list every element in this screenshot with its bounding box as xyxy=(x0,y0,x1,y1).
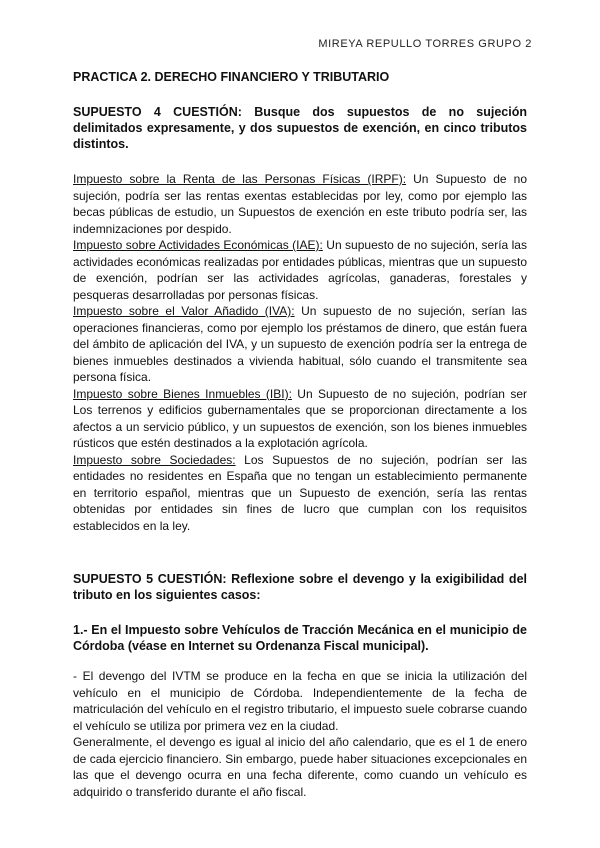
tax-item-ibi xyxy=(73,386,527,452)
tax-text: Un Supuesto de no sujeción, podría ser las rentas exentas establecidas por ley, como por ejemplo las becas públicas de estudio, un Supuestos de exención en este tributo podría ser, las indemnizaciones por despido. xyxy=(73,172,527,236)
tax-label: Impuesto sobre Actividades Económicas (IAE): xyxy=(73,238,323,252)
ivtm-paragraph-2: Generalmente, el devengo es igual al inicio del año calendario, que es el 1 de enero de cada ejercicio financiero. Sin embargo, puede haber situaciones excepcionales en las que el devengo ocurra en una fecha diferente, como cuando un vehículo es adquirido o transferido durante el año fiscal. xyxy=(73,735,527,799)
tax-item-iva xyxy=(73,303,527,386)
tax-item-iae xyxy=(73,237,527,303)
tax-label: Impuesto sobre Bienes Inmuebles (IBI): xyxy=(73,386,292,401)
tax-text: Un supuesto de no sujeción, serían las operaciones financieras, como por ejemplo los préstamos de dinero, que están fuera del ámbito de aplicación del IVA, y un supuesto de exención podría ser la entrega de bienes inmuebles destinados a vivienda habitual, sólo cuando el transmitente sea persona física. xyxy=(73,304,527,384)
tax-label: Impuesto sobre Sociedades: xyxy=(73,452,236,467)
tax-text: Los Supuestos de no sujeción, podrían ser las entidades no residentes en España que no tengan un establecimiento permanente en territorio español, mientras que un Supuesto de exención, sería las rentas obtenidas por entidades sin fines de lucro que cumplan con los requisitos establecidos en la ley. xyxy=(73,452,527,533)
tax-item-sociedades xyxy=(73,452,527,535)
page-header-author: MIREYA REPULLO TORRES GRUPO 2 xyxy=(318,38,532,50)
document-title: PRACTICA 2. DERECHO FINANCIERO Y TRIBUTARIO xyxy=(73,70,390,84)
tax-item-irpf xyxy=(73,171,527,237)
tax-label: Impuesto sobre el Valor Añadido (IVA): xyxy=(73,304,295,318)
document-body xyxy=(73,70,527,800)
supuesto4-heading: SUPUESTO 4 CUESTIÓN: Busque dos supuestos de no sujeción delimitados expresamente, y dos supuestos de exención, en cinco tributos distintos. xyxy=(73,105,527,151)
ivtm-paragraph-1: - El devengo del IVTM se produce en la fecha en que se inicia la utilización del vehículo en el municipio de Córdoba. Independientemente de la fecha de matriculación del vehículo en el registro tributario, el impuesto suele cobrarse cuando el vehículo se utiliza por primera vez en la ciudad. xyxy=(73,669,527,733)
tax-text: Un supuesto de no sujeción, sería las actividades económicas realizadas por entidades públicas, mientras que un supuesto de exención, podrían ser las actividades agrícolas, ganaderas, forestales y pesqueras desarrolladas por personas físicas. xyxy=(73,238,527,302)
supuesto5-subheading: 1.- En el Impuesto sobre Vehículos de Tracción Mecánica en el municipio de Córdoba (véase en Internet su Ordenanza Fiscal municipal). xyxy=(73,623,527,653)
tax-label: Impuesto sobre la Renta de las Personas Físicas (IRPF): xyxy=(73,172,407,186)
tax-text: Un Supuesto de no sujeción, podrían ser Los terrenos y edificios gubernamentales que se proporcionan directamente a los afectos a un servicio público, y un supuestos de exención, son los bienes inmuebles rústicos que estén destinados a la explotación agrícola. xyxy=(73,386,527,450)
supuesto5-heading: SUPUESTO 5 CUESTIÓN: Reflexione sobre el devengo y la exigibilidad del tributo en los siguientes casos: xyxy=(73,572,527,602)
